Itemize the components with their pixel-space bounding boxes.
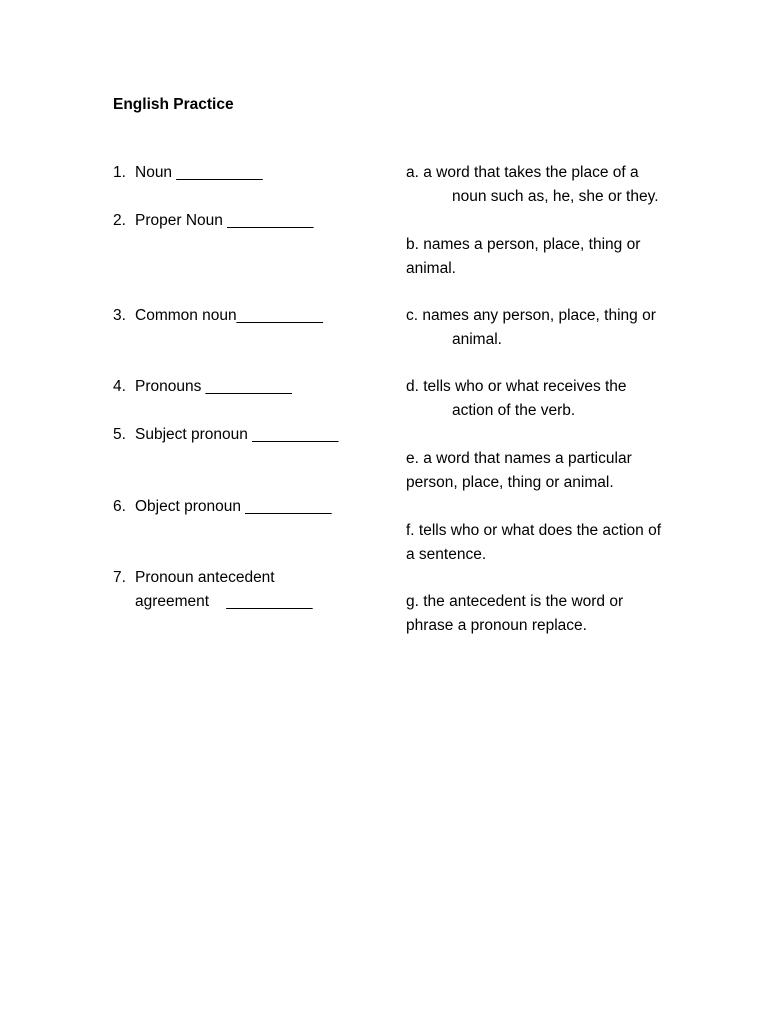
term-item-2 bbox=[113, 209, 313, 233]
term-item-6 bbox=[113, 495, 332, 519]
term-number: 6. bbox=[113, 498, 126, 515]
term-text: Proper Noun __________ bbox=[135, 212, 314, 229]
term-text: Common noun__________ bbox=[135, 307, 323, 324]
term-number: 7. bbox=[113, 569, 126, 586]
definition-line: e. a word that names a particular bbox=[406, 450, 632, 467]
term-item-4 bbox=[113, 375, 292, 399]
definition-line: animal. bbox=[406, 260, 456, 277]
term-number: 4. bbox=[113, 378, 126, 395]
definition-line: c. names any person, place, thing or bbox=[406, 307, 656, 324]
term-item-5 bbox=[113, 423, 338, 447]
term-item-7 bbox=[113, 566, 313, 614]
definition-line: a sentence. bbox=[406, 546, 487, 563]
term-number: 5. bbox=[113, 426, 126, 443]
definition-line: g. the antecedent is the word or bbox=[406, 593, 624, 610]
definition-line-indented: action of the verb. bbox=[452, 402, 576, 419]
definition-f bbox=[406, 519, 661, 567]
definition-line: b. names a person, place, thing or bbox=[406, 236, 641, 253]
definition-line-indented: noun such as, he, she or they. bbox=[452, 188, 659, 205]
term-text: Object pronoun __________ bbox=[135, 498, 332, 515]
definition-g bbox=[406, 590, 623, 638]
term-item-1 bbox=[113, 161, 263, 185]
term-number: 2. bbox=[113, 212, 126, 229]
term-text: Pronouns __________ bbox=[135, 378, 292, 395]
definition-line: d. tells who or what receives the bbox=[406, 378, 627, 395]
page-title: English Practice bbox=[113, 96, 234, 113]
definition-line: person, place, thing or animal. bbox=[406, 474, 614, 491]
term-item-3 bbox=[113, 304, 323, 328]
term-text: Pronoun antecedent bbox=[135, 569, 275, 586]
definition-line: phrase a pronoun replace. bbox=[406, 617, 587, 634]
definition-line: a. a word that takes the place of a bbox=[406, 164, 639, 181]
term-text: Noun __________ bbox=[135, 164, 263, 181]
term-text-continued: agreement __________ bbox=[135, 593, 313, 610]
term-text: Subject pronoun __________ bbox=[135, 426, 339, 443]
definition-e bbox=[406, 447, 632, 495]
term-number: 1. bbox=[113, 164, 126, 181]
term-number: 3. bbox=[113, 307, 126, 324]
definition-line-indented: animal. bbox=[452, 331, 502, 348]
definition-d bbox=[406, 375, 627, 423]
definition-c bbox=[406, 304, 656, 352]
definition-a bbox=[406, 161, 659, 209]
definition-line: f. tells who or what does the action of bbox=[406, 522, 662, 539]
definition-b bbox=[406, 233, 640, 281]
